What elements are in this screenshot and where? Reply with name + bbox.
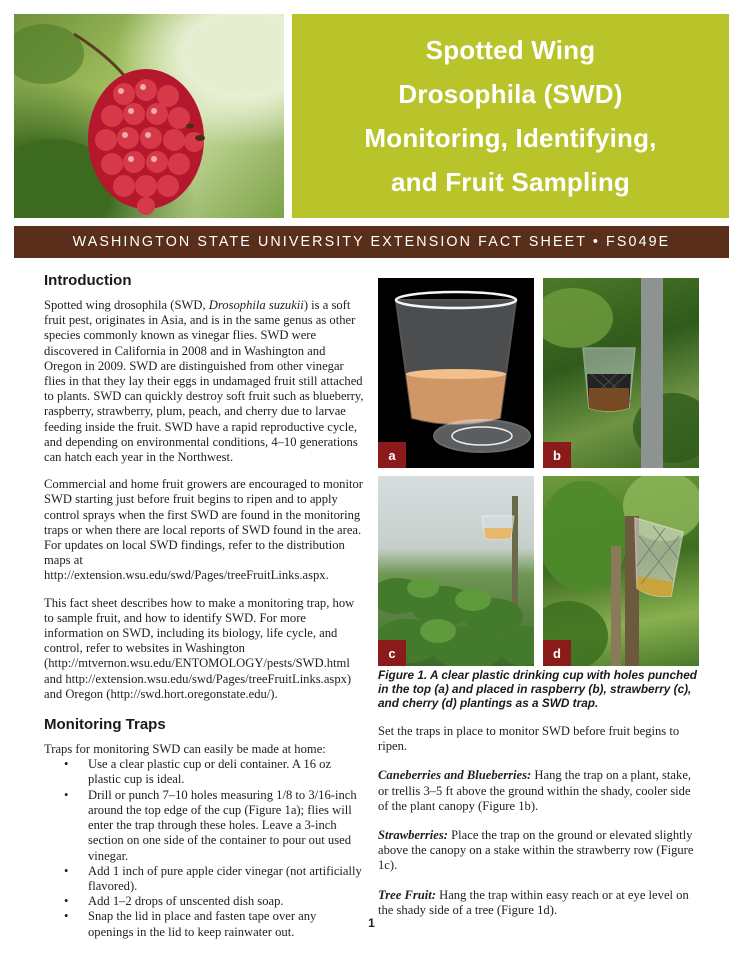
title-block — [292, 14, 729, 218]
intro-p1-rest: ) is a soft fruit pest, originates in Asia, and is in the same genus as other species commonly known as vinegar flies. SWD were discovered in California in 2008 and in Washington and Oregon in 2009. SWD are distinguished from other vinegar flies in that they lay their eggs in undamaged fruit still attached to plants. SWD can quickly destroy soft fruit such as blueberry, raspberry, strawberry, plum, peach, and cherry due to larvae feeding inside the fruit. SWD have a rapid reproductive cycle, and depending on environmental conditions, 4–10 generations can hatch each year in the Northwest. — [44, 298, 364, 465]
figure-photo-cup — [378, 278, 534, 468]
list-item: • Drill or punch 7–10 holes measuring 1/8 to 3/16-inch around the top edge of the cup (Figure 1a); flies will enter the trap through these holes. Leave a 3-inch section on one side of the container to pour out used vinegar. — [44, 788, 364, 864]
title-line-2: Drosophila (SWD) — [398, 79, 623, 109]
title-line-1: Spotted Wing — [425, 35, 596, 65]
monitoring-intro: Traps for monitoring SWD can easily be made at home: — [44, 742, 326, 757]
tree-fruit-lead: Tree Fruit: — [378, 887, 436, 902]
figure-photo-cherry — [543, 476, 699, 666]
banner-text: WASHINGTON STATE UNIVERSITY EXTENSION FACT SHEET • FS049E — [72, 234, 671, 250]
figure-label-d: d — [543, 640, 571, 666]
list-item: • Snap the lid in place and fasten tape over any openings in the lid to keep rainwater out. — [44, 909, 364, 939]
right-column — [378, 724, 703, 932]
figure-label-a: a — [378, 442, 406, 468]
strawberries-lead: Strawberries: — [378, 828, 448, 843]
left-column — [44, 272, 364, 940]
list-item: • Use a clear plastic cup or deli container. A 16 oz plastic cup is ideal. — [44, 757, 364, 787]
fact-sheet-banner — [14, 226, 729, 258]
intro-paragraph-3: This fact sheet describes how to make a monitoring trap, how to sample fruit, and how to identify SWD. For more information on SWD, including its biology, life cycle, and control, refer to websites in Washington (http://mtvernon.wsu.edu/ENTOMOLOGY/pests/SWD.html and http://extension.wsu.edu/swd/Pages/treeFruitLinks.aspx) and Oregon (http://swd.hort.oregonstate.edu/). — [44, 595, 355, 701]
placement-intro: Set the traps in place to monitor SWD before fruit begins to ripen. — [378, 724, 680, 754]
strawberries-text: Place the trap on the ground or elevated slightly above the canopy on a stake within the strawberry row (Figure 1c). — [378, 828, 694, 873]
tree-fruit-text: Hang the trap within easy reach or at eye level on the shady side of a tree (Figure 1d). — [378, 887, 689, 917]
caneberries-lead: Caneberries and Blueberries: — [378, 768, 532, 783]
trap-steps-list — [44, 757, 364, 939]
title-line-4: and Fruit Sampling — [390, 167, 631, 197]
species-name: Drosophila suzukii — [208, 298, 304, 312]
intro-paragraph-2: Commercial and home fruit growers are encouraged to monitor SWD starting just before fruit begins to ripen and to apply control sprays when the first SWD are found in the monitoring traps or when there are local reports of SWD found in the area. For updates on local SWD findings, refer to the distribution maps at http://extension.wsu.edu/swd/Pages/treeFruitLinks.aspx. — [44, 477, 363, 583]
figure-label-b: b — [543, 442, 571, 468]
list-item: • Add 1 inch of pure apple cider vinegar (not artificially flavored). — [44, 864, 364, 894]
introduction-heading: Introduction — [44, 272, 132, 289]
figure-label-c: c — [378, 640, 406, 666]
figure-photo-raspberry — [543, 278, 699, 468]
list-item: • Add 1–2 drops of unscented dish soap. — [44, 894, 364, 909]
title-line-3: Monitoring, Identifying, — [364, 123, 657, 153]
placement-caneberries — [378, 768, 703, 814]
monitoring-traps-heading: Monitoring Traps — [44, 716, 166, 734]
page-number: 1 — [368, 916, 375, 930]
intro-p1-start: Spotted wing drosophila (SWD, — [44, 298, 209, 312]
figure-photo-strawberry — [378, 476, 534, 666]
intro-paragraph-1 — [44, 298, 364, 465]
placement-tree-fruit — [378, 888, 703, 918]
figure-caption: Figure 1. A clear plastic drinking cup with holes punched in the top (a) and placed in raspberry (b), strawberry (c), and cherry (d) plantings as a SWD trap. — [378, 668, 698, 711]
raspberry-photo — [14, 14, 284, 218]
caneberries-text: Hang the trap on a plant, stake, or trellis 3–5 ft above the ground within the shady, cooler side of the plant canopy (Figure 1b). — [378, 768, 692, 813]
placement-strawberries — [378, 828, 703, 874]
